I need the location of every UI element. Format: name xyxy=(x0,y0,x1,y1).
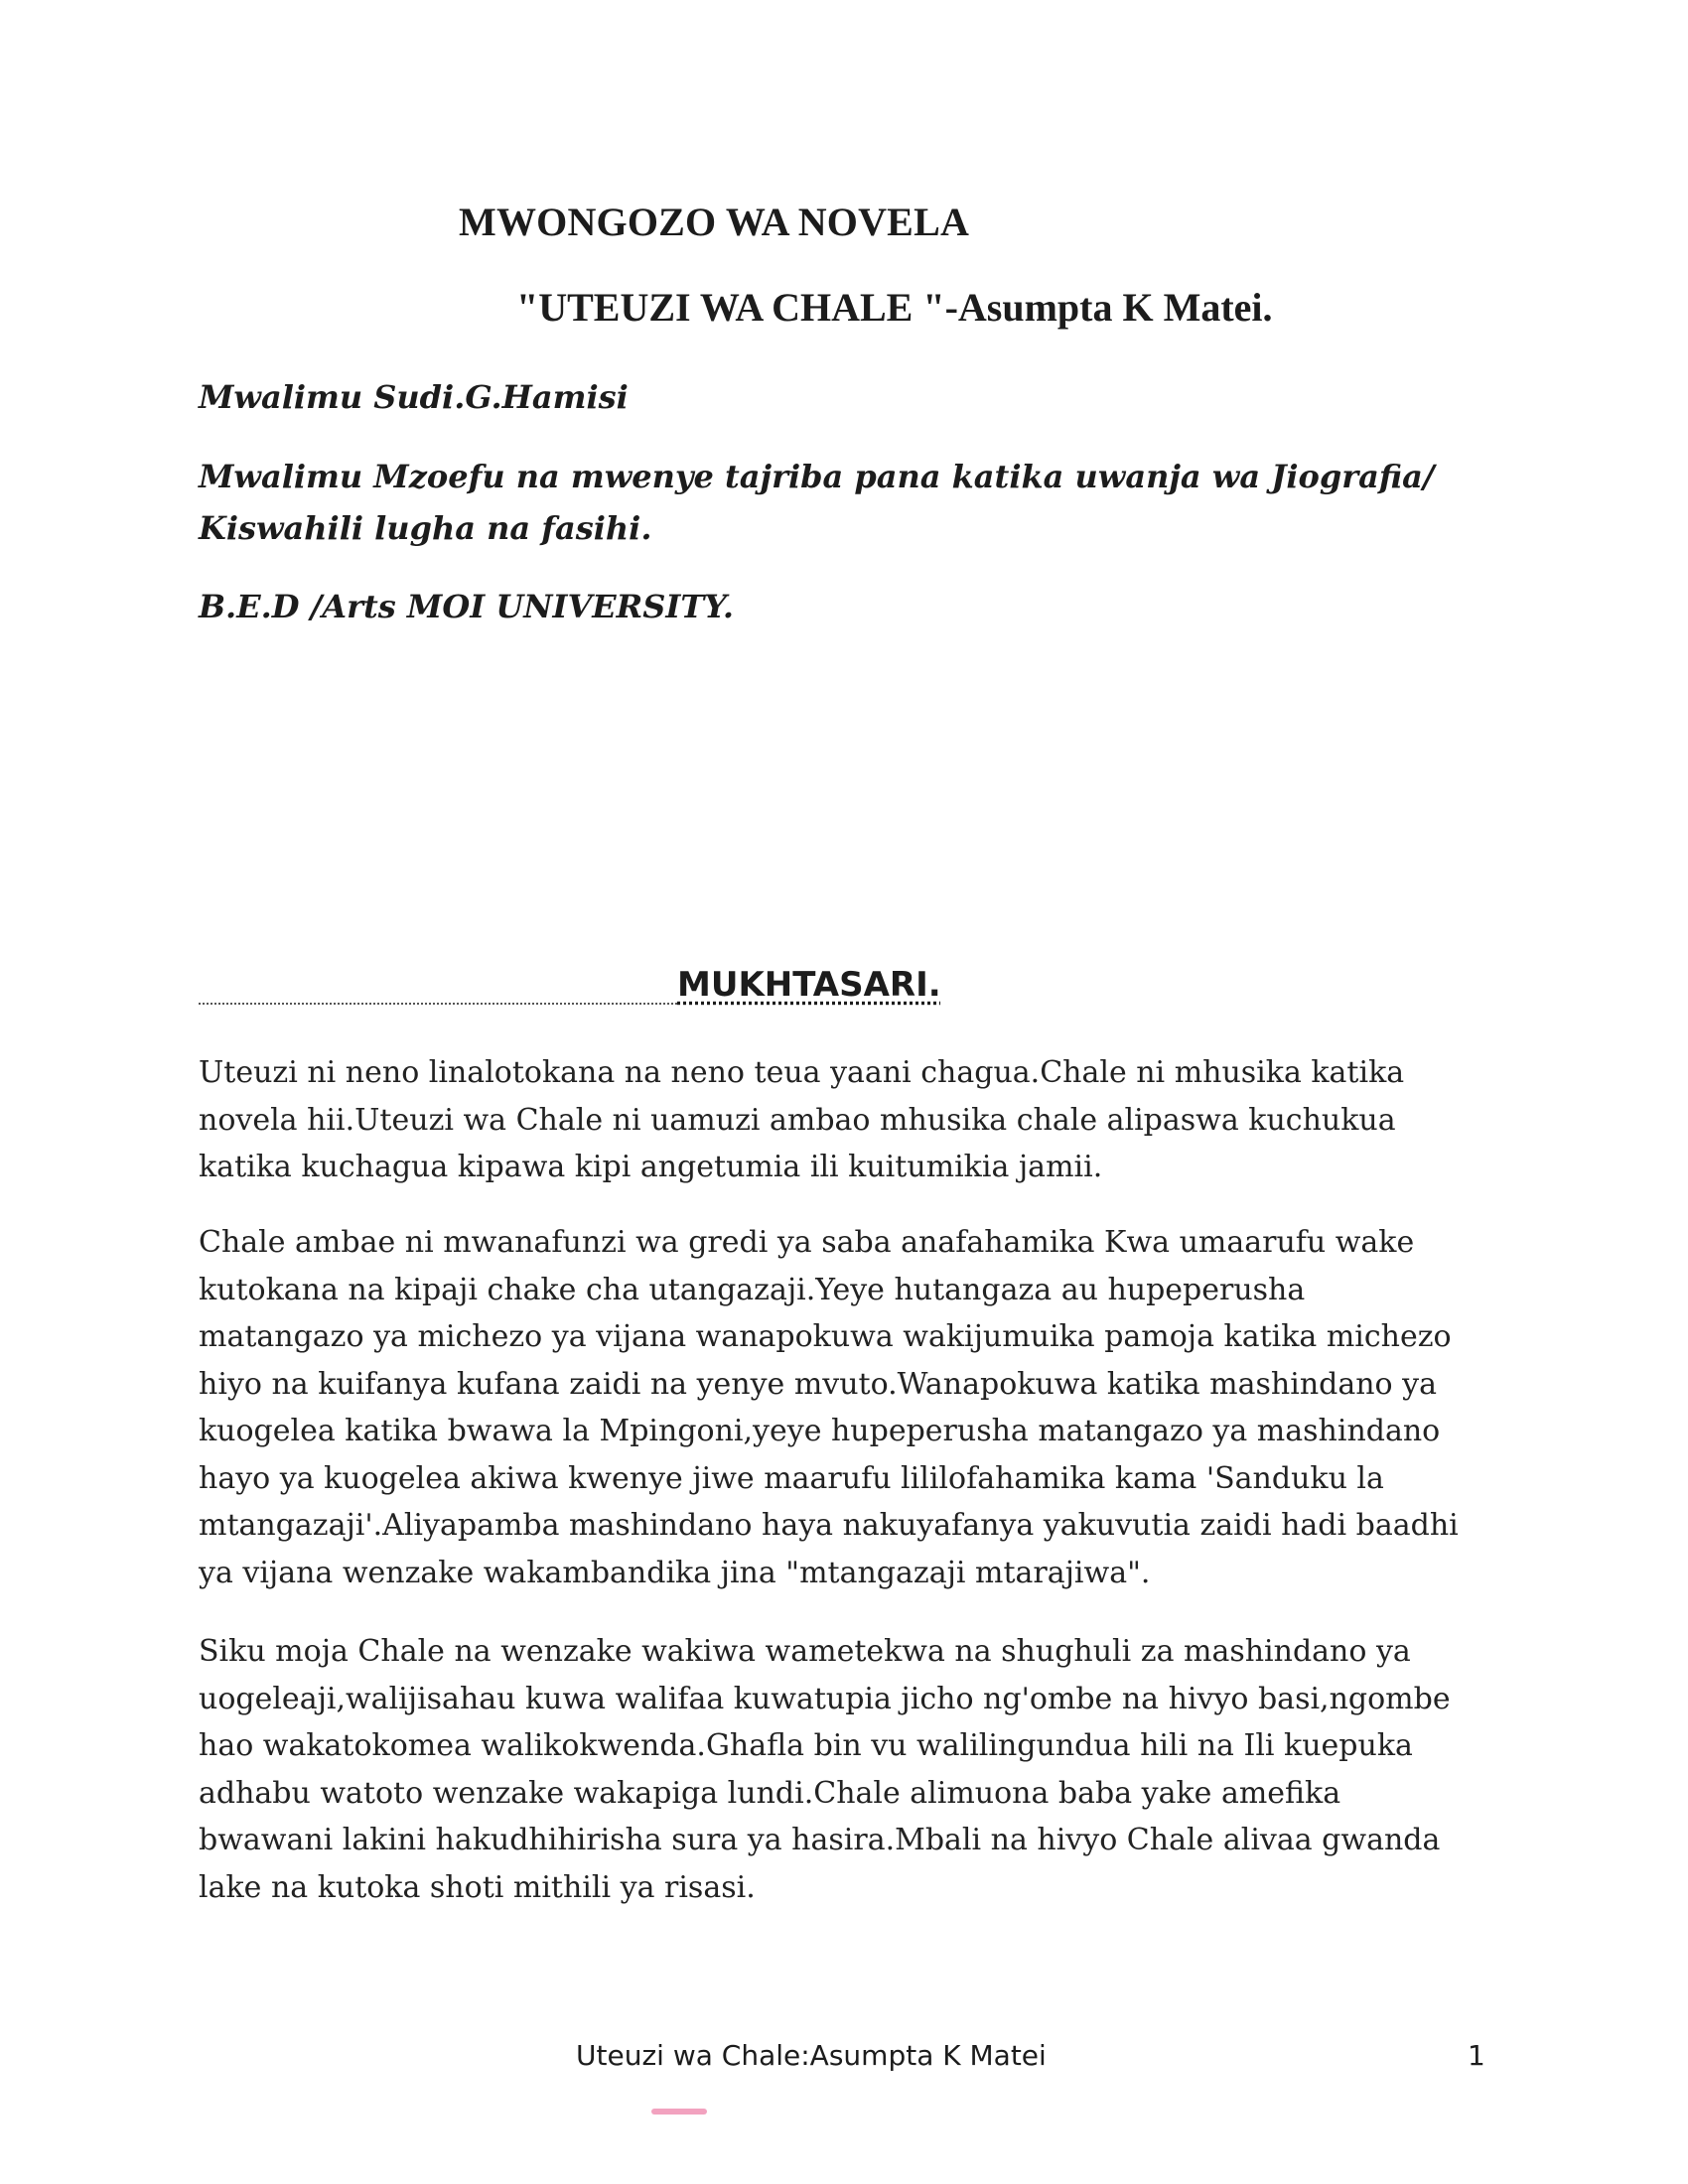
teacher-degree: B.E.D /Arts MOI UNIVERSITY. xyxy=(199,588,735,625)
teacher-description: Mwalimu Mzoefu na mwenye tajriba pana katika uwanja wa Jiografia/ Kiswahili lugha na fasihi. xyxy=(199,458,1435,547)
paragraph: Uteuzi ni neno linalotokana na neno teua yaani chagua.Chale ni mhusika katika novela hii.Uteuzi wa Chale ni uamuzi ambao mhusika chale alipaswa kuchukua katika kuchagua kipawa kipi angetumia ili kuitumikia jamii. xyxy=(199,1055,1405,1184)
paragraph: Chale ambae ni mwanafunzi wa gredi ya saba anafahamika Kwa umaarufu wake kutokana na kipaji chake cha utangazaji.Yeye hutangaza au hupeperusha matangazo ya michezo ya vijana wanapokuwa wakijumuika pamoja katika michezo hiyo na kuifanya kufana zaidi na yenye mvuto.Wanapokuwa katika mashindano ya kuogelea katika bwawa la Mpingoni,yeye hupeperusha matangazo ya mashindano hayo ya kuogelea akiwa kwenye jiwe maarufu lililofahamika kama 'Sanduku la mtangazaji'.Aliyapamba mashindano haya nakuyafanya yakuvutia zaidi hadi baadhi ya vijana wenzake wakambandika jina "mtangazaji mtarajiwa". xyxy=(199,1225,1459,1590)
page-footer: Uteuzi wa Chale:Asumpta K Matei xyxy=(576,2039,1047,2072)
teacher-name: Mwalimu Sudi.G.Hamisi xyxy=(199,378,629,416)
document-subtitle: "UTEUZI WA CHALE "-Asumpta K Matei. xyxy=(516,285,1273,330)
paragraph: Siku moja Chale na wenzake wakiwa wametekwa na shughuli za mashindano ya uogeleaji,walijisahau kuwa walifaa kuwatupia jicho ng'ombe na hivyo basi,ngombe hao wakatokomea walikokwenda.Ghafla bin vu walilingundua hili na Ili kuepuka adhabu watoto wenzake wakapiga lundi.Chale alimuona baba yake amefika bwawani lakini hakudhihirisha sura ya hasira.Mbali na hivyo Chale alivaa gwanda lake na kutoka shoti mithili ya risasi. xyxy=(199,1634,1451,1905)
heading-leader-line xyxy=(199,1003,677,1005)
section-heading-row xyxy=(199,965,993,1015)
scroll-indicator xyxy=(651,2109,707,2115)
document-title: MWONGOZO WA NOVELA xyxy=(459,200,970,244)
page-number: 1 xyxy=(1468,2039,1485,2072)
section-heading: MUKHTASARI. xyxy=(677,965,941,1005)
